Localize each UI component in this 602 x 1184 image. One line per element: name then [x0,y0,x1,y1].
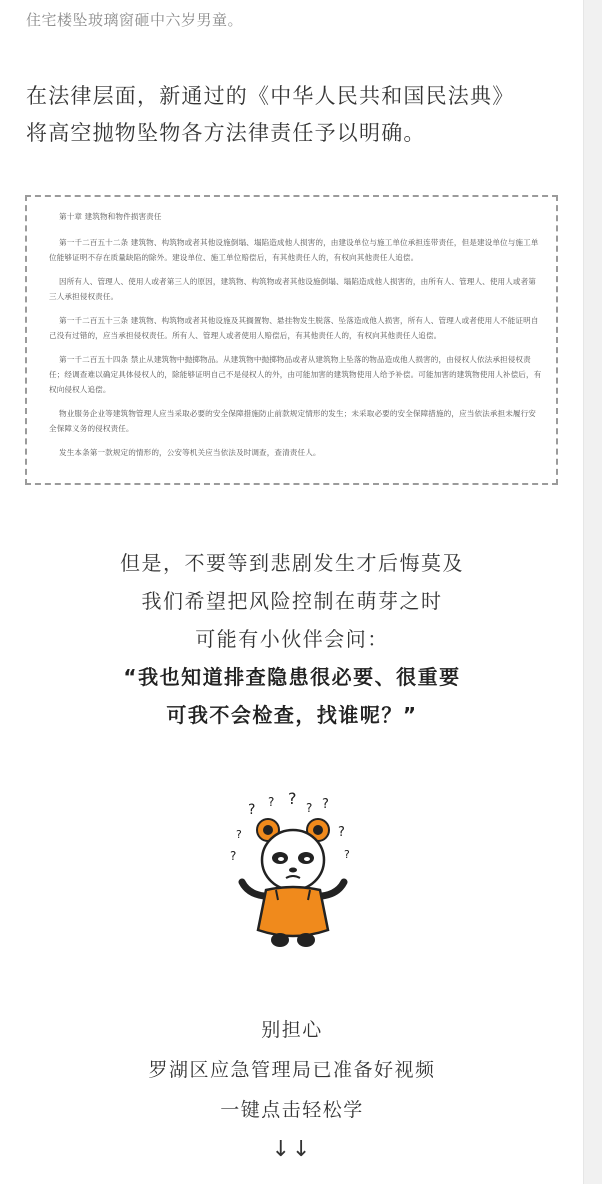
law-paragraph: 第一千二百五十二条 建筑物、构筑物或者其他设施倒塌、塌陷造成他人损害的，由建设单位与施工单位承担连带责任，但是建设单位与施工单位能够证明不存在质量缺陷的除外。建设单位、施工单位赔偿后，有其他责任人的，有权向其他责任人追偿。 [49,238,539,262]
svg-text:?: ? [236,828,242,841]
down-arrows-icon: ↓↓ [271,1137,313,1162]
svg-text:?: ? [344,848,350,861]
svg-text:?: ? [322,797,329,812]
svg-text:?: ? [338,825,345,840]
cta-line: 我们希望把风险控制在萌芽之时 [141,589,443,613]
law-paragraph: 因所有人、管理人、使用人或者第三人的原因，建筑物、构筑物或者其他设施倒塌、塌陷造成他人损害的，由所有人、管理人、使用人或者第三人承担侵权责任。 [49,277,537,301]
law-paragraph: 第一千二百五十三条 建筑物、构筑物或者其他设施及其搁置物、悬挂物发生脱落、坠落造成他人损害，所有人、管理人或者使用人不能证明自己没有过错的，应当承担侵权责任。所有人、管理人或者使用人赔偿后，有其他责任人的，有权向其他责任人追偿。 [49,316,539,340]
law-chapter-title: 第十章 建筑物和物件损害责任 [59,212,162,221]
law-paragraph: 第一千二百五十四条 禁止从建筑物中抛掷物品。从建筑物中抛掷物品或者从建筑物上坠落的物品造成他人损害的，由侵权人依法承担侵权责任；经调查难以确定具体侵权人的，除能够证明自己不是侵权人的外，由可能加害的建筑物使用人给予补偿。可能加害的建筑物使用人补偿后，有权向侵权人追偿。 [49,355,542,394]
civil-code-excerpt-image [25,195,558,485]
svg-text:?: ? [306,801,313,815]
footer-line: 罗湖区应急管理局已准备好视频 [148,1059,436,1081]
cta-line: 但是，不要等到悲剧发生才后悔莫及 [120,551,464,575]
law-paragraph: 物业服务企业等建筑物管理人应当采取必要的安全保障措施防止前款规定情形的发生；未采取必要的安全保障措施的，应当依法承担未履行安全保障义务的侵权责任。 [49,409,537,433]
law-paragraph: 发生本条第一款规定的情形的，公安等机关应当依法及时调查，查清责任人。 [59,448,321,457]
svg-text:?: ? [288,792,297,808]
previous-paragraph-snippet: 住宅楼坠玻璃窗砸中六岁男童。 [26,11,244,29]
intro-line-2: 将高空抛物坠物各方法律责任予以明确。 [26,121,426,145]
footer-text [0,1010,584,1170]
call-to-action-text [0,544,584,734]
confused-panda-mascot-icon [228,792,358,950]
footer-line: 一键点击轻松学 [220,1099,364,1121]
svg-text:?: ? [248,802,256,818]
footer-line: 别担心 [261,1019,323,1041]
cta-quote-line: “我也知道排查隐患很必要、很重要 [123,665,461,689]
intro-line-1: 在法律层面，新通过的《中华人民共和国民法典》 [26,84,515,108]
intro-paragraph [26,78,566,152]
svg-text:?: ? [230,849,237,863]
svg-text:?: ? [268,795,275,809]
cta-line: 可能有小伙伴会问： [195,627,389,651]
cta-quote-line: 可我不会检查，找谁呢？” [166,703,418,727]
scrollbar[interactable] [583,0,602,1184]
